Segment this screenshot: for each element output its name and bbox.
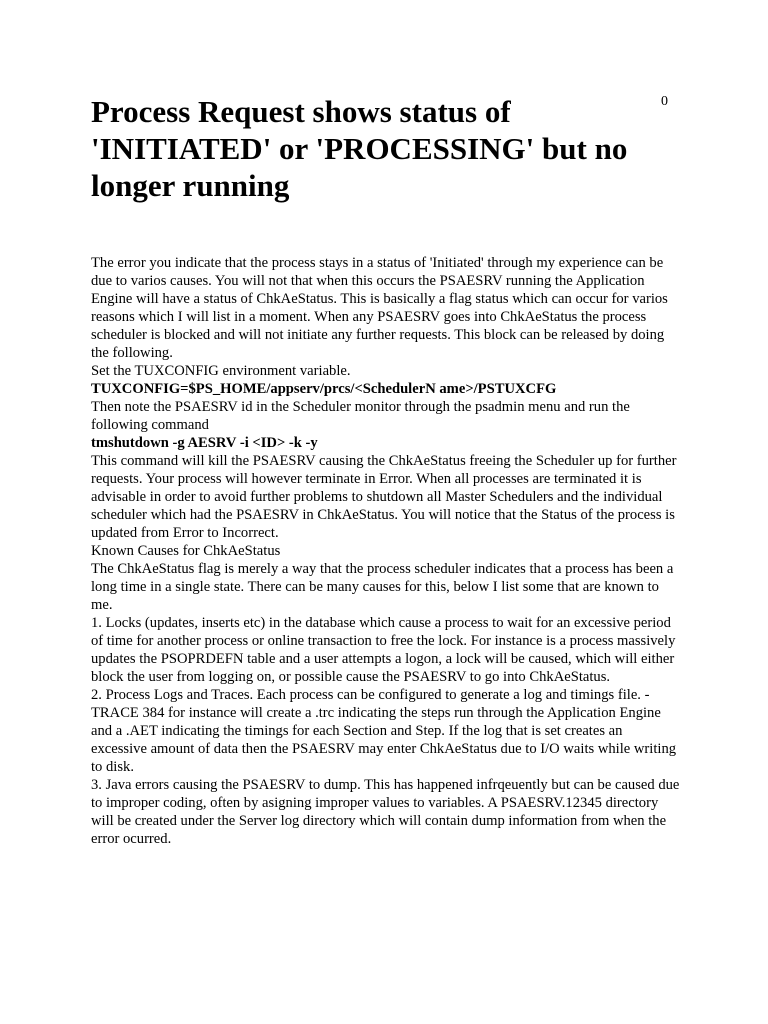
command-tmshutdown: tmshutdown -g AESRV -i <ID> -k -y [91,435,318,451]
list-item-cause-3: 3. Java errors causing the PSAESRV to dump. This has happened infrqeuently but can be caused due to improper coding, often by asigning improper values to variables. A PSAESRV.12345 directory will be created under the Server log directory which will contain dump information from when the error ocurred. [91,777,680,847]
page-counter: 0 [661,94,668,109]
list-item-cause-1: 1. Locks (updates, inserts etc) in the database which cause a process to wait for an excessive period of time for another process or online transaction to free the lock. For instance is a process massively updates the PSOPRDEFN table and a user attempts a logon, a lock will be caused, which will either block the user from logging on, or possible cause the PSAESRV to go into ChkAeStatus. [91,615,676,685]
paragraph-intro: The error you indicate that the process stays in a status of 'Initiated' through my experience can be due to varios causes. You will not that when this occurs the PSAESRV running the Application Engine will have a status of ChkAeStatus. This is basically a flag status which can occur for varios reasons which I will list in a moment. When any PSAESRV goes into ChkAeStatus the process scheduler is blocked and will not initiate any further requests. This block can be released by doing the following. [91,255,668,361]
paragraph-set-env: Set the TUXCONFIG environment variable. [91,363,351,379]
paragraph-note-id: Then note the PSAESRV id in the Scheduler monitor through the psadmin menu and run the following command [91,399,630,433]
paragraph-flag-explanation: The ChkAeStatus flag is merely a way that the process scheduler indicates that a process has been a long time in a single state. There can be many causes for this, below I list some that are known to me. [91,561,674,613]
command-tuxconfig: TUXCONFIG=$PS_HOME/appserv/prcs/<SchedulerN ame>/PSTUXCFG [91,381,557,397]
page-title: Process Request shows status of 'INITIATED' or 'PROCESSING' but no longer running [91,94,628,203]
list-item-cause-2: 2. Process Logs and Traces. Each process can be configured to generate a log and timings file. -TRACE 384 for instance will create a .trc indicating the steps run through the Application Engine and a .AET indicating the timings for each Section and Step. If the log that is set creates an excessive amount of data then the PSAESRV may enter ChkAeStatus due to I/O waits while writing to disk. [91,687,677,775]
section-heading-known-causes: Known Causes for ChkAeStatus [91,543,281,559]
article-body [91,254,681,848]
paragraph-kill-explanation: This command will kill the PSAESRV causing the ChkAeStatus freeing the Scheduler up for further requests. Your process will however terminate in Error. When all processes are terminated it is advisable in order to avoid further problems to shutdown all Master Schedulers and the individual scheduler which had the PSAESRV in ChkAeStatus. You will notice that the Status of the process is updated from Error to Incorrect. [91,453,677,541]
